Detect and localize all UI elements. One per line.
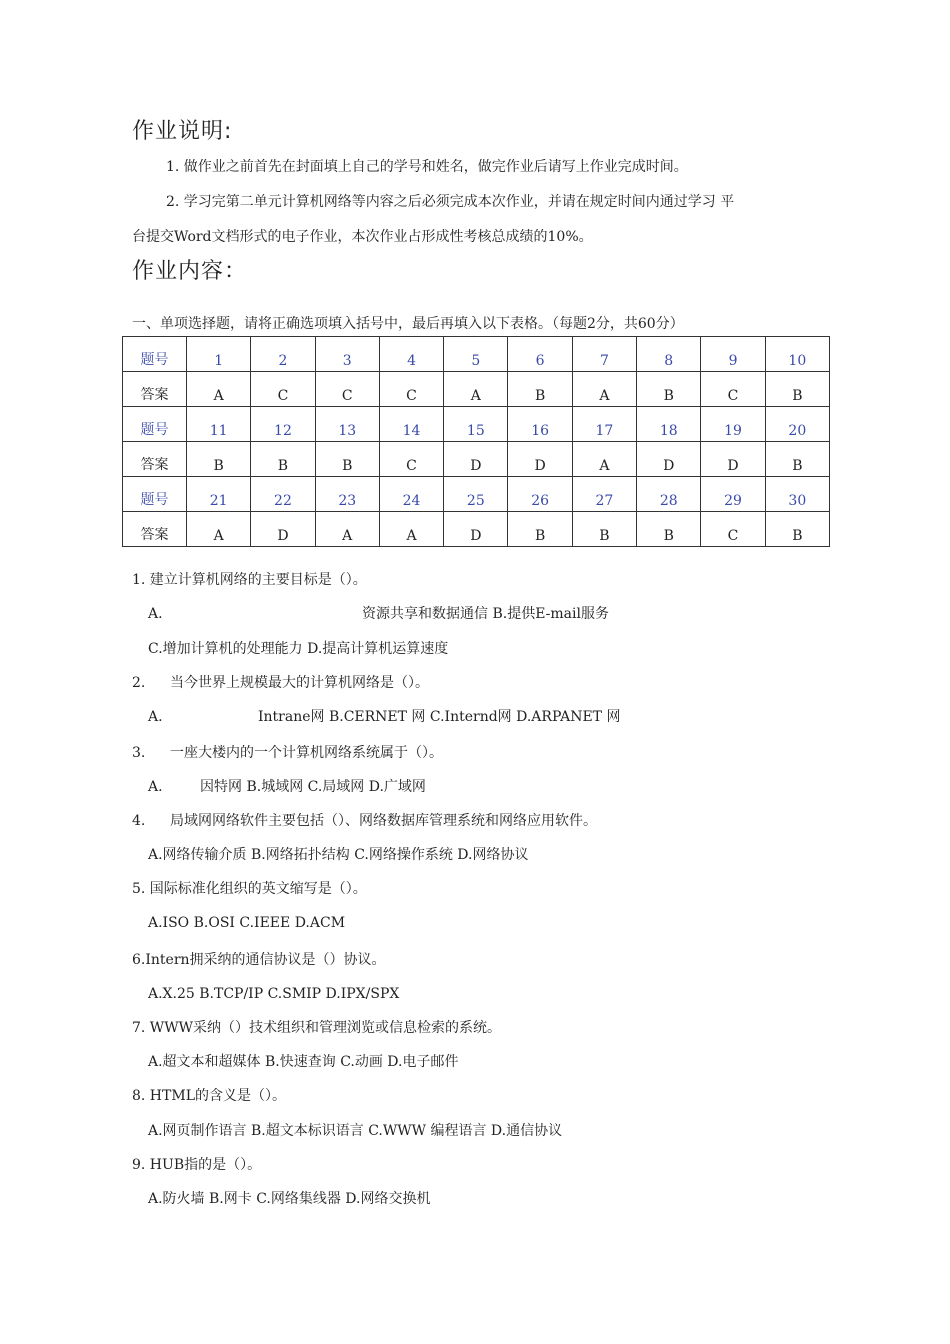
question-number-cell: 2 (251, 337, 315, 372)
question-2-number: 2. (132, 675, 146, 691)
answer-cell: B (572, 512, 636, 547)
answer-cell: D (508, 442, 572, 477)
question-number-cell: 19 (701, 407, 765, 442)
answer-cell: C (379, 442, 443, 477)
question-1-options-ab: 资源共享和数据通信 B.提供E-mail服务 (362, 606, 609, 622)
question-2: 当今世界上规模最大的计算机网络是（）。 (170, 675, 429, 691)
question-number-cell: 6 (508, 337, 572, 372)
question-number-cell: 9 (701, 337, 765, 372)
row-label-number: 题号 (123, 407, 187, 442)
answer-cell: D (444, 512, 508, 547)
row-label-answer: 答案 (123, 442, 187, 477)
answer-cell: C (379, 372, 443, 407)
answer-cell: A (187, 512, 251, 547)
question-number-cell: 27 (572, 477, 636, 512)
table-row-numbers (123, 407, 830, 442)
question-number-cell: 14 (379, 407, 443, 442)
question-8: 8. HTML的含义是（）。 (132, 1088, 286, 1104)
section-title: 一、单项选择题，请将正确选项填入括号中，最后再填入以下表格。（每题2分，共60分） (132, 316, 684, 332)
question-3-option-a-label: A. (148, 779, 163, 795)
question-number-cell: 1 (187, 337, 251, 372)
answer-cell: A (572, 442, 636, 477)
answer-cell: B (315, 442, 379, 477)
answer-cell: D (701, 442, 765, 477)
question-8-options: A.网页制作语言 B.超文本标识语言 C.WWW 编程语言 D.通信协议 (148, 1123, 563, 1139)
table-row-answers (123, 512, 830, 547)
content-heading: 作业内容： (132, 259, 248, 284)
question-number-cell: 23 (315, 477, 379, 512)
answer-cell: D (251, 512, 315, 547)
question-number-cell: 13 (315, 407, 379, 442)
question-number-cell: 10 (765, 337, 829, 372)
answer-cell: B (637, 372, 701, 407)
question-7: 7. WWW采纳（）技术组织和管理浏览或信息检索的系统。 (132, 1020, 501, 1036)
row-label-answer: 答案 (123, 512, 187, 547)
question-6: 6.Intern拥采纳的通信协议是（）协议。 (132, 952, 386, 968)
question-9-options: A.防火墙 B.网卡 C.网络集线器 D.网络交换机 (148, 1191, 431, 1207)
instruction-1: 1. 做作业之前首先在封面填上自己的学号和姓名，做完作业后请写上作业完成时间。 (166, 159, 688, 175)
question-number-cell: 26 (508, 477, 572, 512)
question-3: 一座大楼内的一个计算机网络系统属于（）。 (170, 745, 443, 761)
answer-cell: C (315, 372, 379, 407)
question-number-cell: 22 (251, 477, 315, 512)
answer-cell: B (765, 372, 829, 407)
question-number-cell: 7 (572, 337, 636, 372)
question-5-options: A.ISO B.OSI C.IEEE D.ACM (148, 915, 346, 931)
answer-cell: A (572, 372, 636, 407)
question-number-cell: 11 (187, 407, 251, 442)
question-number-cell: 16 (508, 407, 572, 442)
question-number-cell: 28 (637, 477, 701, 512)
question-number-cell: 3 (315, 337, 379, 372)
question-2-option-a-label: A. (148, 709, 163, 725)
question-1-options-cd: C.增加计算机的处理能力 D.提高计算机运算速度 (148, 641, 449, 657)
question-1-option-a-label: A. (148, 606, 163, 622)
question-number-cell: 15 (444, 407, 508, 442)
answer-cell: C (701, 512, 765, 547)
answer-cell: A (379, 512, 443, 547)
answer-cell: B (765, 512, 829, 547)
question-9: 9. HUB指的是（）。 (132, 1157, 262, 1173)
question-number-cell: 18 (637, 407, 701, 442)
question-number-cell: 5 (444, 337, 508, 372)
answer-cell: C (251, 372, 315, 407)
instruction-2-line-1: 2. 学习完第二单元计算机网络等内容之后必须完成本次作业，并请在规定时间内通过学习 平 (166, 194, 735, 210)
question-5: 5. 国际标准化组织的英文缩写是（）。 (132, 881, 367, 897)
answer-cell: C (701, 372, 765, 407)
row-label-answer: 答案 (123, 372, 187, 407)
question-number-cell: 4 (379, 337, 443, 372)
answer-cell: B (765, 442, 829, 477)
question-2-options: Intrane网 B.CERNET 网 C.Internd网 D.ARPANET 网 (258, 709, 621, 725)
answer-cell: D (637, 442, 701, 477)
row-label-number: 题号 (123, 337, 187, 372)
question-number-cell: 29 (701, 477, 765, 512)
row-label-number: 题号 (123, 477, 187, 512)
answer-cell: A (187, 372, 251, 407)
question-number-cell: 17 (572, 407, 636, 442)
answer-table (122, 336, 830, 547)
question-number-cell: 21 (187, 477, 251, 512)
question-number-cell: 20 (765, 407, 829, 442)
question-4: 局域网网络软件主要包括（）、网络数据库管理系统和网络应用软件。 (170, 813, 597, 829)
question-3-options: 因特网 B.城域网 C.局域网 D.广域网 (200, 779, 426, 795)
question-number-cell: 12 (251, 407, 315, 442)
table-row-answers (123, 372, 830, 407)
question-6-options: A.X.25 B.TCP/IP C.SMIP D.IPX/SPX (148, 986, 400, 1002)
question-4-options: A.网络传输介质 B.网络拓扑结构 C.网络操作系统 D.网络协议 (148, 847, 529, 863)
question-7-options: A.超文本和超媒体 B.快速查询 C.动画 D.电子邮件 (148, 1054, 459, 1070)
question-4-number: 4. (132, 813, 146, 829)
answer-cell: B (187, 442, 251, 477)
answer-cell: B (508, 372, 572, 407)
question-number-cell: 30 (765, 477, 829, 512)
table-row-numbers (123, 337, 830, 372)
instructions-heading: 作业说明: (132, 119, 233, 144)
table-row-numbers (123, 477, 830, 512)
answer-cell: B (251, 442, 315, 477)
answer-cell: A (315, 512, 379, 547)
instruction-2-line-2: 台提交Word文档形式的电子作业，本次作业占形成性考核总成绩的10%。 (132, 229, 593, 245)
answer-cell: D (444, 442, 508, 477)
question-number-cell: 24 (379, 477, 443, 512)
question-3-number: 3. (132, 745, 146, 761)
question-number-cell: 25 (444, 477, 508, 512)
table-row-answers (123, 442, 830, 477)
answer-cell: B (637, 512, 701, 547)
question-number-cell: 8 (637, 337, 701, 372)
answer-cell: A (444, 372, 508, 407)
question-1: 1. 建立计算机网络的主要目标是（）。 (132, 572, 367, 588)
answer-cell: B (508, 512, 572, 547)
